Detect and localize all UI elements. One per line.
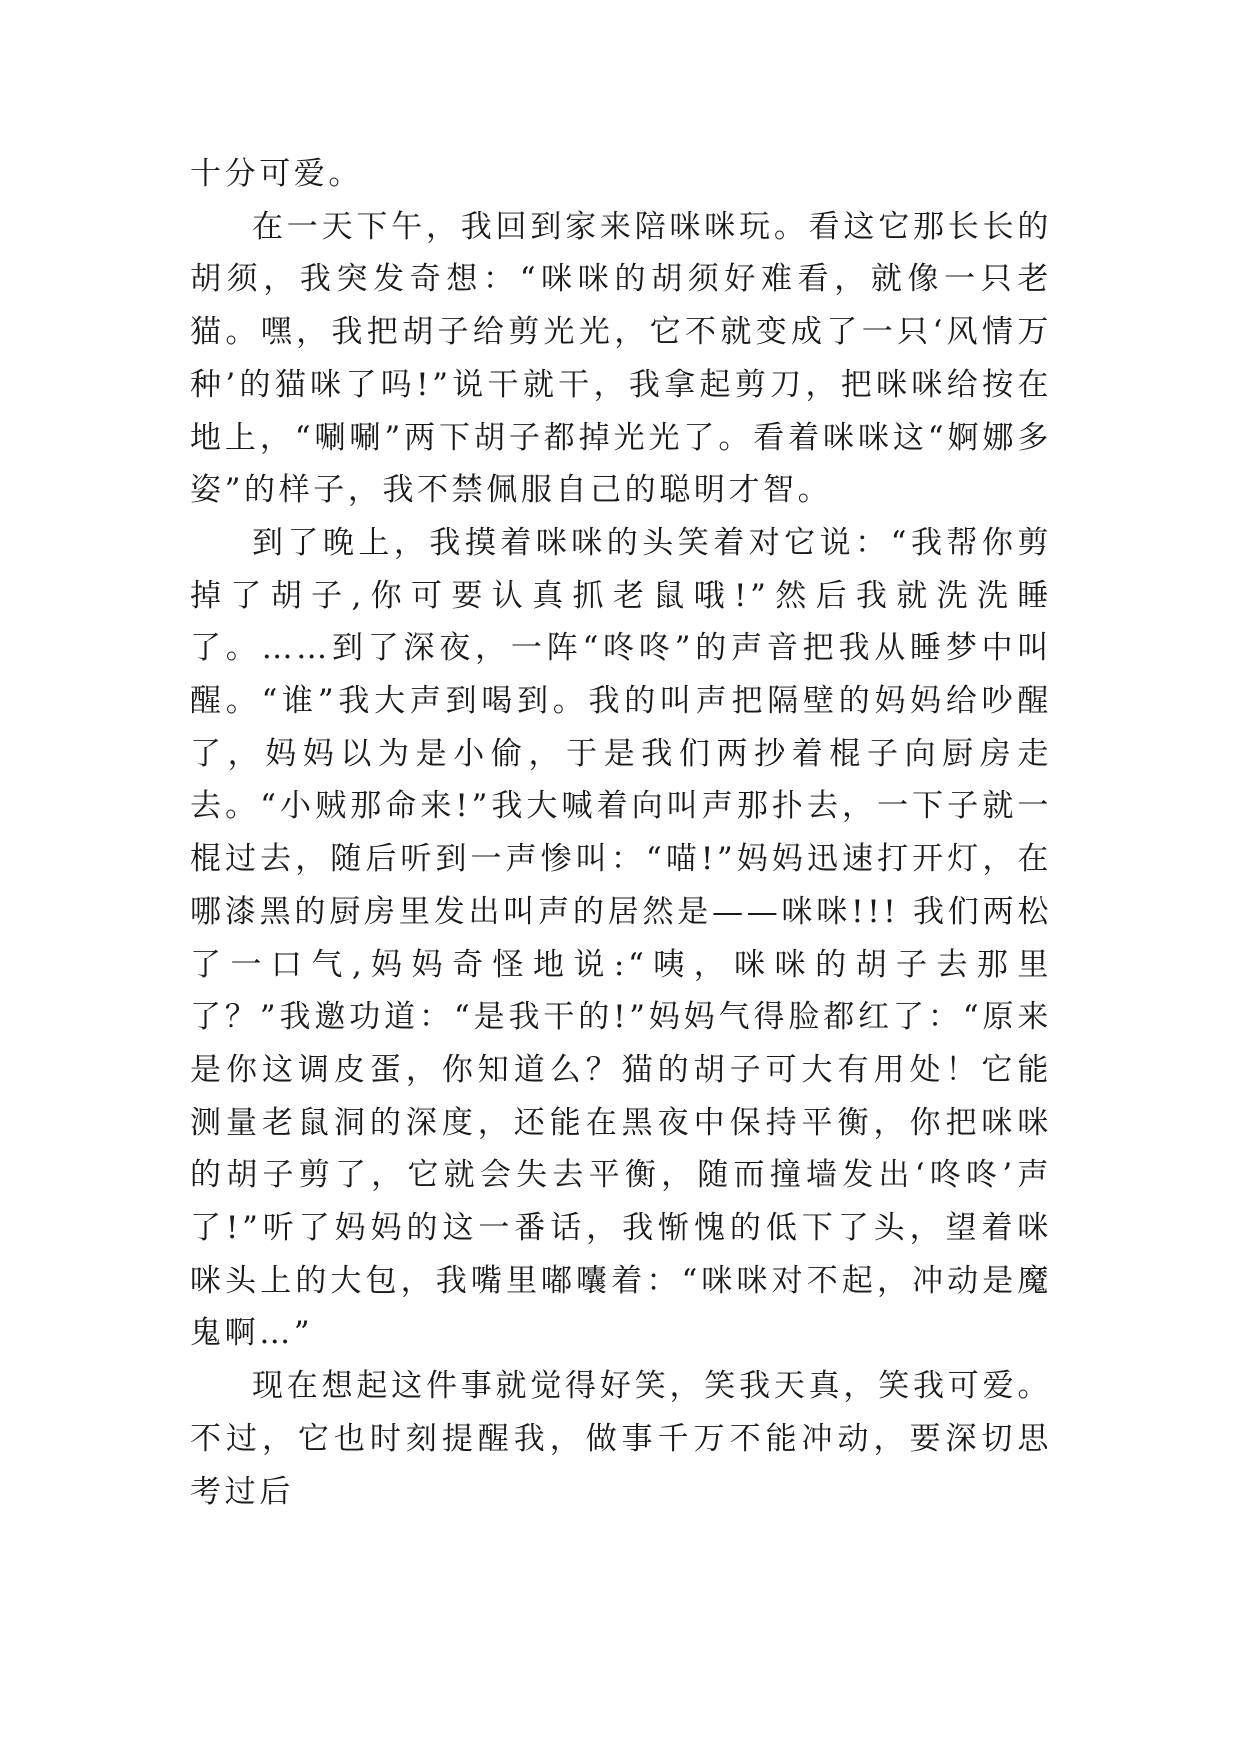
paragraph-1: 十分可爱。 <box>190 156 363 192</box>
paragraph-2: 在一天下午，我回到家来陪咪咪玩。看这它那长长的胡须，我突发奇想：“咪咪的胡须好难看，就像一只老猫。嘿，我把胡子给剪光光，它不就变成了一只‘风情万种’的猫咪了吗!”说干就干，我拿起剪刀，把咪咪给按在地上，“唰唰”两下胡子都掉光光了。看着咪咪这“婀娜多姿”的样子，我不禁佩服自己的聪明才智。 <box>190 208 1052 509</box>
essay-body <box>190 148 1052 1518</box>
paragraph-4: 现在想起这件事就觉得好笑，笑我天真，笑我可爱。不过，它也时刻提醒我，做事千万不能冲动，要深切思考过后 <box>190 1368 1052 1510</box>
paragraph-3: 到了晚上，我摸着咪咪的头笑着对它说：“我帮你剪掉了胡子,你可要认真抓老鼠哦!”然后我就洗洗睡了。……到了深夜，一阵“咚咚”的声音把我从睡梦中叫醒。“谁”我大声到喝到。我的叫声把隔壁的妈妈给吵醒了，妈妈以为是小偷，于是我们两抄着棍子向厨房走去。“小贼那命来!”我大喊着向叫声那扑去，一下子就一棍过去，随后听到一声惨叫：“喵!”妈妈迅速打开灯，在哪漆黑的厨房里发出叫声的居然是——咪咪!!! 我们两松了一口气,妈妈奇怪地说:“咦，咪咪的胡子去那里了？”我邀功道：“是我干的!”妈妈气得脸都红了：“原来是你这调皮蛋，你知道么？猫的胡子可大有用处！它能测量老鼠洞的深度，还能在黑夜中保持平衡，你把咪咪的胡子剪了，它就会失去平衡，随而撞墙发出‘咚咚’声了!”听了妈妈的这一番话，我惭愧的低下了头，望着咪咪头上的大包，我嘴里嘟囔着：“咪咪对不起，冲动是魔鬼啊…” <box>190 524 1052 1352</box>
